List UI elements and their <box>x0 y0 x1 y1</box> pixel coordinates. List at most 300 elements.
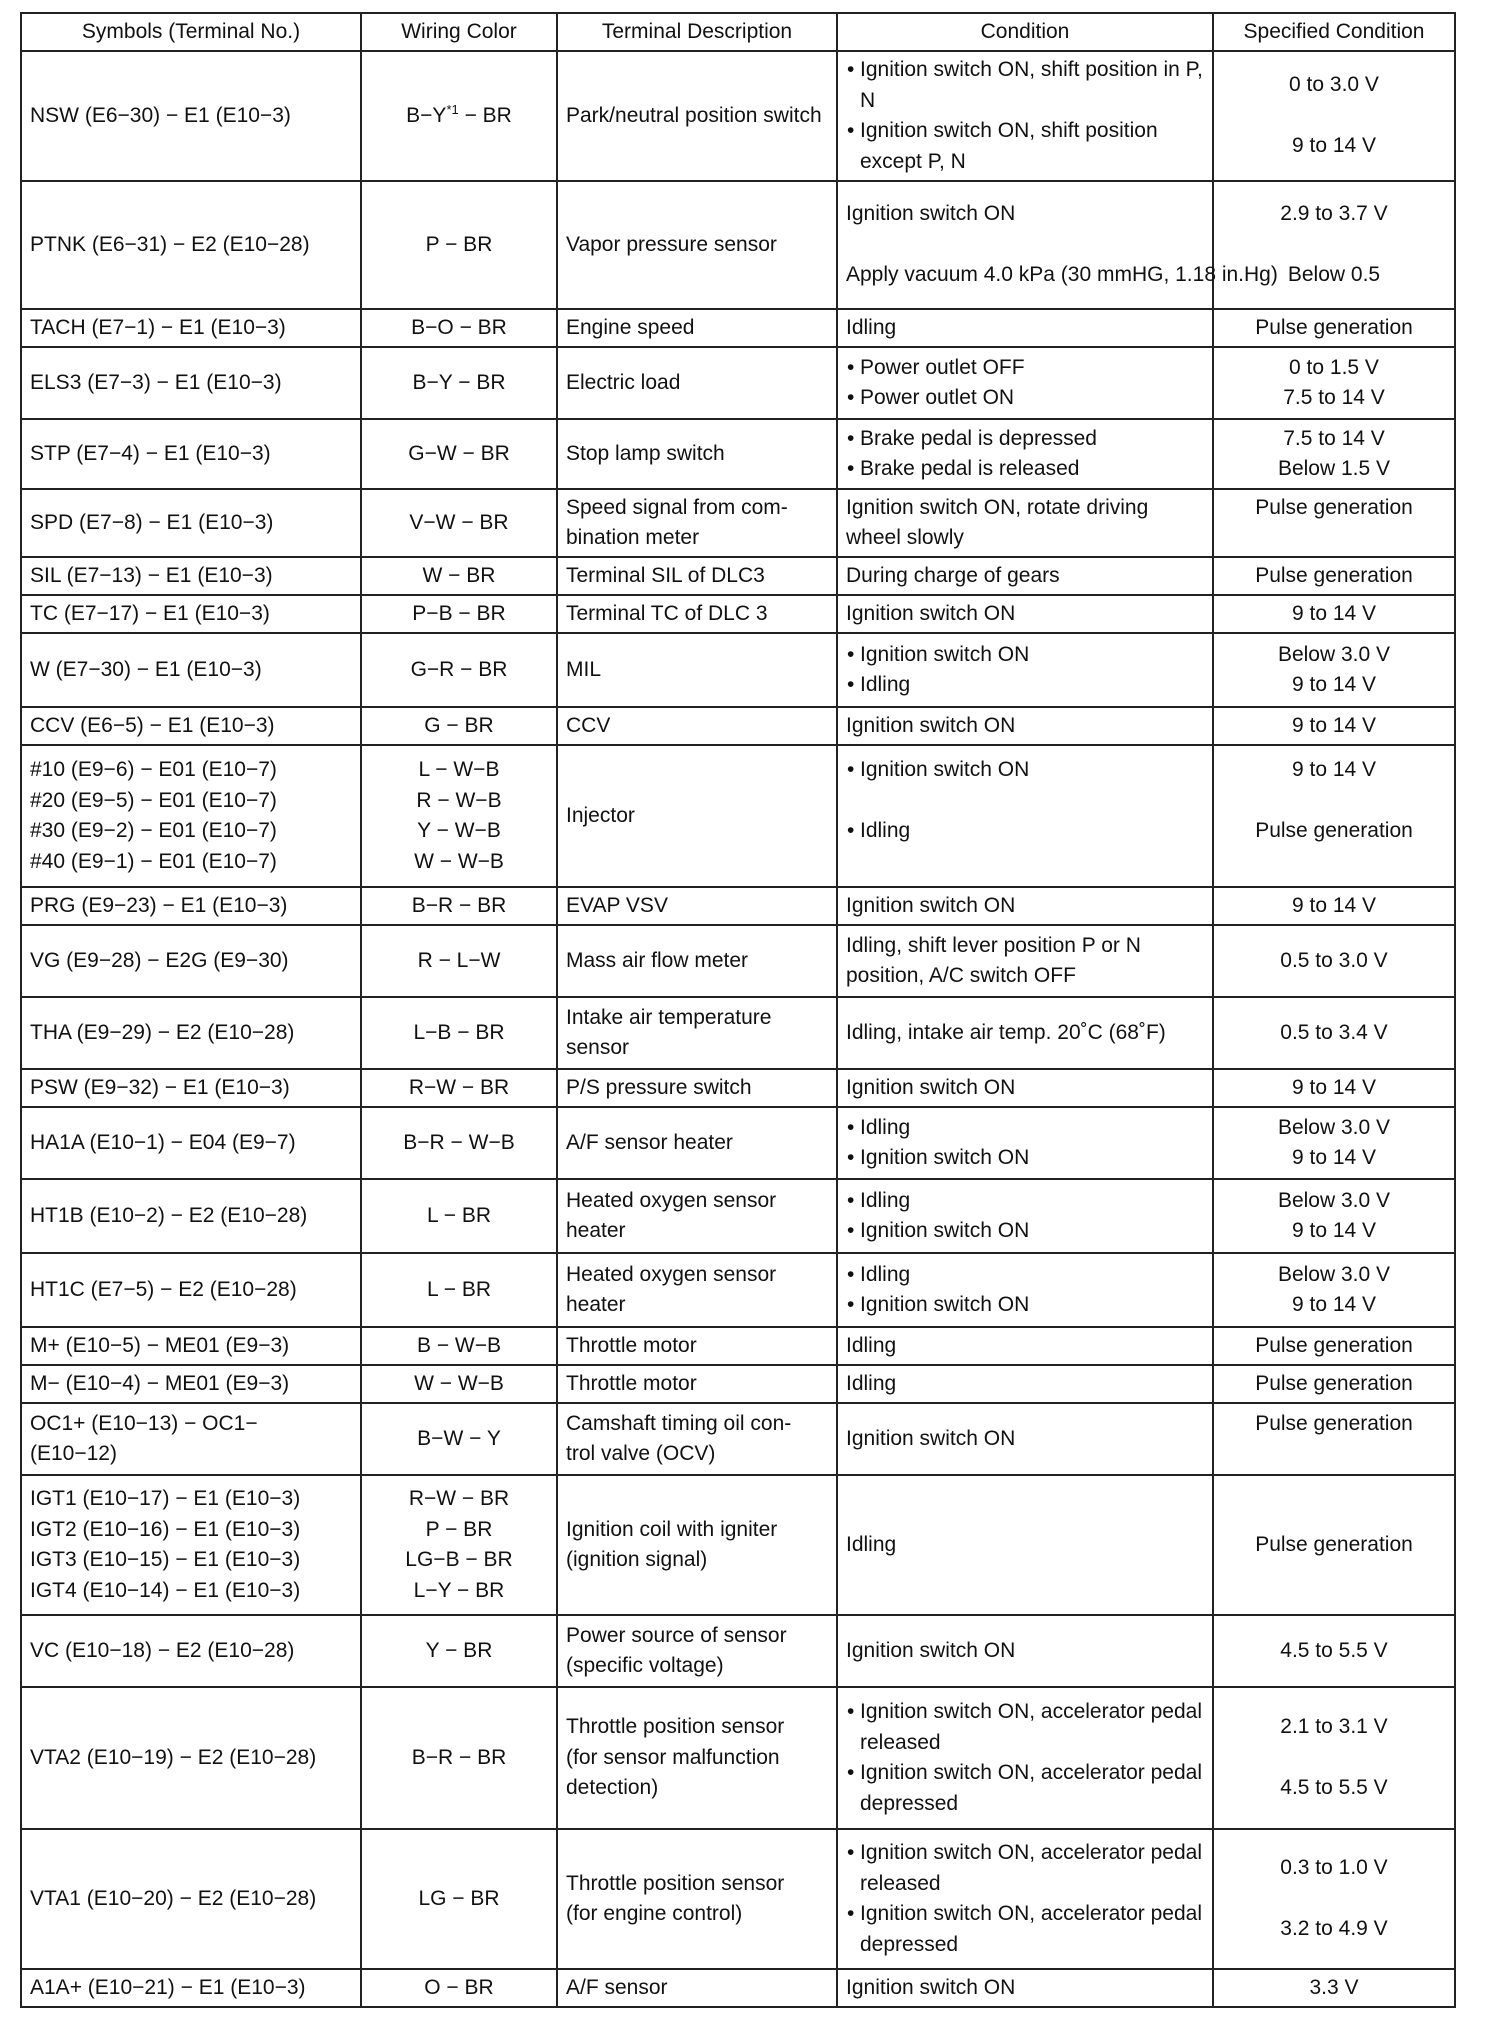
description-text: Ignition coil with igniter <box>566 1517 778 1541</box>
condition-bullet: • Power outlet ON <box>846 383 1204 414</box>
wiring-color-cell <box>361 887 557 925</box>
description-cell <box>557 1365 837 1403</box>
description-text: CCV <box>566 713 611 737</box>
description-cell <box>557 309 837 347</box>
description-text: (ignition signal) <box>566 1548 708 1571</box>
condition-bullet: • Ignition switch ON, shift position except P, N <box>846 116 1204 177</box>
spec-value-line: 9 to 14 V <box>1291 1219 1377 1242</box>
table-row <box>21 887 1455 925</box>
symbols-cell <box>21 633 361 707</box>
spec-value-line: 3.3 V <box>1309 1975 1359 1999</box>
spec-value-line: 4.5 to 5.5 V <box>1280 1638 1388 1662</box>
header-symbols: Symbols (Terminal No.) <box>21 13 361 51</box>
specified-condition-cell <box>1213 309 1455 347</box>
description-cell <box>557 419 837 489</box>
condition-bullet: • Power outlet OFF <box>846 353 1204 384</box>
symbol-text: #40 (E9−1) − E01 (E10−7) <box>30 849 277 873</box>
wiring-text: LG−B − BR <box>405 1548 513 1571</box>
condition-cell <box>837 1475 1213 1615</box>
condition-line: Ignition switch ON <box>846 893 1016 917</box>
wiring-color-cell <box>361 633 557 707</box>
wiring-text: B−W − Y <box>417 1426 501 1450</box>
spec-value-line: 9 to 14 V <box>1291 1293 1377 1316</box>
condition-line: Ignition switch ON <box>846 601 1016 625</box>
condition-bullet: • Ignition switch ON, accelerator pedal released <box>846 1838 1204 1899</box>
symbols-cell <box>21 1327 361 1365</box>
description-cell <box>557 1969 837 2007</box>
description-cell <box>557 1615 837 1687</box>
symbol-text: SPD (E7−8) − E1 (E10−3) <box>30 510 274 534</box>
symbols-cell <box>21 1475 361 1615</box>
condition-cell <box>837 557 1213 595</box>
description-text: Engine speed <box>566 315 695 339</box>
spacer <box>1222 1439 1446 1470</box>
table-row <box>21 51 1455 181</box>
spec-value-line: Below 1.5 V <box>1277 457 1391 480</box>
spacer <box>1222 101 1446 132</box>
wiring-text: R − W−B <box>416 788 502 812</box>
wiring-color-cell <box>361 419 557 489</box>
wiring-text: B−O − BR <box>411 315 507 339</box>
condition-bullet: • Idling <box>846 1260 1204 1291</box>
condition-cell <box>837 1069 1213 1107</box>
description-text: Throttle position sensor <box>566 1871 785 1895</box>
symbols-cell <box>21 1107 361 1179</box>
table-body <box>21 51 1455 2007</box>
table-row <box>21 997 1455 1069</box>
condition-bullet: • Ignition switch ON, accelerator pedal depressed <box>846 1899 1204 1960</box>
table-row <box>21 925 1455 997</box>
symbols-cell <box>21 745 361 887</box>
spacer <box>846 230 1204 261</box>
condition-line: Ignition switch ON <box>846 1426 1016 1450</box>
wiring-text: B−Y − BR <box>412 370 506 394</box>
description-cell <box>557 1179 837 1253</box>
wiring-color-cell <box>361 489 557 557</box>
table-row <box>21 419 1455 489</box>
symbol-text: HT1C (E7−5) − E2 (E10−28) <box>30 1277 297 1301</box>
specified-condition-cell <box>1213 347 1455 419</box>
wiring-color-cell <box>361 997 557 1069</box>
specified-condition-cell <box>1213 1069 1455 1107</box>
specified-condition-cell <box>1213 707 1455 745</box>
wiring-color-cell <box>361 707 557 745</box>
spec-value-line: 9 to 14 V <box>1291 134 1377 158</box>
condition-cell <box>837 1615 1213 1687</box>
condition-cell <box>837 347 1213 419</box>
condition-cell <box>837 707 1213 745</box>
symbols-cell <box>21 1179 361 1253</box>
description-text: heater <box>566 1219 626 1242</box>
description-cell <box>557 1327 837 1365</box>
symbol-text: IGT3 (E10−15) − E1 (E10−3) <box>30 1548 301 1571</box>
symbols-cell <box>21 887 361 925</box>
wiring-text: R − L−W <box>417 948 501 972</box>
description-text: Throttle position sensor <box>566 1715 785 1739</box>
condition-line: Apply vacuum 4.0 kPa (30 mmHG, 1.18 in.Hg) <box>846 263 1278 287</box>
symbol-text: HT1B (E10−2) − E2 (E10−28) <box>30 1203 308 1227</box>
wiring-text: P − BR <box>425 1517 493 1541</box>
description-text: Camshaft timing oil con- <box>566 1411 792 1435</box>
symbols-cell <box>21 347 361 419</box>
wiring-color-cell <box>361 1327 557 1365</box>
description-text: Stop lamp switch <box>566 441 725 465</box>
specified-condition-cell <box>1213 557 1455 595</box>
wiring-color-cell <box>361 1403 557 1475</box>
wiring-color-cell <box>361 51 557 181</box>
wiring-text: Y − BR <box>425 1638 493 1662</box>
symbols-cell <box>21 419 361 489</box>
condition-cell <box>837 181 1278 309</box>
spec-value-line: 0.5 to 3.0 V <box>1280 948 1388 972</box>
description-text: (for sensor malfunction <box>566 1745 780 1769</box>
description-text: Throttle motor <box>566 1371 697 1395</box>
description-cell <box>557 1107 837 1179</box>
spec-value-line: Pulse generation <box>1255 1371 1413 1395</box>
table-row <box>21 633 1455 707</box>
table-row <box>21 1365 1455 1403</box>
wiring-color-cell <box>361 595 557 633</box>
description-cell <box>557 925 837 997</box>
symbol-text: VTA2 (E10−19) − E2 (E10−28) <box>30 1745 317 1769</box>
wiring-text: L − BR <box>426 1203 491 1227</box>
wiring-text: W − BR <box>422 563 496 587</box>
spacer <box>846 847 1204 878</box>
symbol-text: NSW (E6−30) − E1 (E10−3) <box>30 103 291 127</box>
table-row <box>21 707 1455 745</box>
condition-bullet: • Idling <box>846 816 1204 847</box>
table-row <box>21 557 1455 595</box>
condition-cell <box>837 595 1213 633</box>
spec-value-line: Below 0.5 <box>1287 263 1381 287</box>
wiring-color-cell <box>361 1107 557 1179</box>
symbols-cell <box>21 489 361 557</box>
wiring-color-cell <box>361 1615 557 1687</box>
description-cell <box>557 707 837 745</box>
header-terminal-description: Terminal Description <box>557 13 837 51</box>
specified-condition-cell <box>1213 745 1455 887</box>
condition-line: Ignition switch ON <box>846 202 1016 226</box>
specified-condition-cell <box>1213 633 1455 707</box>
symbol-text: A1A+ (E10−21) − E1 (E10−3) <box>30 1975 306 1999</box>
wiring-text: R−W − BR <box>408 1487 510 1510</box>
condition-line: Idling <box>846 315 897 339</box>
specified-condition-cell <box>1213 1829 1455 1969</box>
wiring-text: R−W − BR <box>408 1075 510 1099</box>
description-text: Electric load <box>566 370 681 394</box>
description-text: Intake air temperature <box>566 1005 772 1029</box>
table-row <box>21 1327 1455 1365</box>
wiring-text: L − BR <box>426 1277 491 1301</box>
condition-cell <box>837 1327 1213 1365</box>
spacer <box>1222 847 1446 878</box>
symbols-cell <box>21 1829 361 1969</box>
wiring-text: $B-Y^{*1}$ − BR <box>406 101 512 127</box>
specified-condition-cell <box>1213 1179 1455 1253</box>
condition-bullet: • Ignition switch ON, accelerator pedal depressed <box>846 1758 1204 1819</box>
description-text: detection) <box>566 1776 659 1800</box>
symbol-text: VG (E9−28) − E2G (E9−30) <box>30 948 289 972</box>
specified-condition-cell <box>1213 1687 1455 1829</box>
spec-table-container <box>20 12 1454 2008</box>
wiring-color-cell <box>361 1069 557 1107</box>
description-text: Speed signal from com- <box>566 495 788 519</box>
description-text: Throttle motor <box>566 1333 697 1357</box>
condition-cell <box>837 633 1213 707</box>
table-row <box>21 1403 1455 1475</box>
description-cell <box>557 1253 837 1327</box>
wiring-color-cell <box>361 745 557 887</box>
wiring-color-cell <box>361 1969 557 2007</box>
terminal-spec-table <box>20 12 1456 2008</box>
spacer <box>1222 786 1446 817</box>
condition-line: Ignition switch ON <box>846 1638 1016 1662</box>
table-row <box>21 1179 1455 1253</box>
symbol-text: ELS3 (E7−3) − E1 (E10−3) <box>30 370 282 394</box>
description-text: heater <box>566 1293 626 1316</box>
spec-value-line: Pulse generation <box>1255 315 1413 339</box>
condition-cell <box>837 1179 1213 1253</box>
condition-line: Ignition switch ON <box>846 1075 1016 1099</box>
wiring-color-cell <box>361 1365 557 1403</box>
description-text: EVAP VSV <box>566 893 668 917</box>
table-row <box>21 1107 1455 1179</box>
wiring-text: P − BR <box>425 232 493 256</box>
spec-value-line: Pulse generation <box>1255 1411 1413 1435</box>
wiring-text: G−R − BR <box>410 657 508 681</box>
spec-value-line: Pulse generation <box>1255 495 1413 519</box>
symbol-text: #30 (E9−2) − E01 (E10−7) <box>30 819 277 842</box>
specified-condition-cell <box>1213 1969 1455 2007</box>
specified-condition-cell <box>1213 887 1455 925</box>
condition-line: Idling, intake air temp. 20˚C (68˚F) <box>846 1020 1166 1044</box>
wiring-text: B − W−B <box>416 1333 502 1357</box>
spec-value-line: Pulse generation <box>1255 563 1413 587</box>
condition-cell <box>837 997 1213 1069</box>
description-text: (specific voltage) <box>566 1654 724 1677</box>
symbol-text: SIL (E7−13) − E1 (E10−3) <box>30 563 273 587</box>
description-text: Heated oxygen sensor <box>566 1262 777 1286</box>
symbols-cell <box>21 1615 361 1687</box>
condition-line: position, A/C switch OFF <box>846 964 1076 987</box>
wiring-text: L−Y − BR <box>413 1578 505 1602</box>
table-row <box>21 181 1455 309</box>
condition-bullet: • Ignition switch ON <box>846 1290 1204 1321</box>
symbol-text: IGT2 (E10−16) − E1 (E10−3) <box>30 1517 301 1541</box>
description-cell <box>557 1829 837 1969</box>
specified-condition-cell <box>1213 419 1455 489</box>
spec-value-line: Below 3.0 V <box>1277 1188 1391 1212</box>
specified-condition-cell <box>1213 1327 1455 1365</box>
condition-line: Ignition switch ON, rotate driving <box>846 495 1149 519</box>
table-row <box>21 595 1455 633</box>
symbol-text: M+ (E10−5) − ME01 (E9−3) <box>30 1333 290 1357</box>
specified-condition-cell <box>1213 997 1455 1069</box>
symbol-text: THA (E9−29) − E2 (E10−28) <box>30 1020 295 1044</box>
description-text: Park/neutral position switch <box>566 103 822 127</box>
description-text: (for engine control) <box>566 1902 743 1925</box>
spec-value-line: Below 3.0 V <box>1277 1115 1391 1139</box>
specified-condition-cell <box>1213 1615 1455 1687</box>
condition-cell <box>837 309 1213 347</box>
spec-value-line: Below 3.0 V <box>1277 1262 1391 1286</box>
symbol-text: OC1+ (E10−13) − OC1− <box>30 1411 258 1435</box>
condition-line: Idling, shift lever position P or N <box>846 933 1141 957</box>
condition-bullet: • Idling <box>846 1186 1204 1217</box>
description-text: A/F sensor heater <box>566 1130 733 1154</box>
condition-line: Idling <box>846 1371 897 1395</box>
condition-cell <box>837 1403 1213 1475</box>
symbol-text: CCV (E6−5) − E1 (E10−3) <box>30 713 275 737</box>
table-row <box>21 1969 1455 2007</box>
description-text: A/F sensor <box>566 1975 668 1999</box>
symbols-cell <box>21 925 361 997</box>
spec-value-line: 0 to 3.0 V <box>1289 73 1379 97</box>
condition-cell <box>837 1687 1213 1829</box>
symbol-text: PTNK (E6−31) − E2 (E10−28) <box>30 232 310 256</box>
wiring-text: W − W−B <box>414 1371 504 1395</box>
description-text: MIL <box>566 657 602 681</box>
symbol-text: HA1A (E10−1) − E04 (E9−7) <box>30 1130 296 1154</box>
wiring-text: Y − W−B <box>417 819 501 842</box>
header-row <box>21 13 1455 51</box>
specified-condition-cell <box>1213 1475 1455 1615</box>
condition-line: Idling <box>846 1532 897 1556</box>
spacer <box>846 786 1204 817</box>
spec-value-line: 9 to 14 V <box>1291 673 1377 696</box>
spec-value-line: 3.2 to 4.9 V <box>1280 1917 1388 1941</box>
symbol-text: IGT4 (E10−14) − E1 (E10−3) <box>30 1578 301 1602</box>
symbol-text: (E10−12) <box>30 1442 117 1465</box>
description-cell <box>557 1687 837 1829</box>
description-cell <box>557 1475 837 1615</box>
specified-condition-cell <box>1213 1403 1455 1475</box>
condition-cell <box>837 1107 1213 1179</box>
condition-cell <box>837 51 1213 181</box>
spec-value-line: 0 to 1.5 V <box>1289 355 1379 379</box>
symbol-text: IGT1 (E10−17) − E1 (E10−3) <box>30 1487 301 1510</box>
spec-value-line: 9 to 14 V <box>1291 1075 1377 1099</box>
symbols-cell <box>21 1365 361 1403</box>
specified-condition-cell <box>1213 181 1455 309</box>
symbols-cell <box>21 997 361 1069</box>
spacer <box>1222 1884 1446 1915</box>
symbol-text: PRG (E9−23) − E1 (E10−3) <box>30 893 288 917</box>
wiring-color-cell <box>361 309 557 347</box>
symbol-text: STP (E7−4) − E1 (E10−3) <box>30 441 271 465</box>
description-text: Injector <box>566 803 635 827</box>
table-row <box>21 1687 1455 1829</box>
description-text: Terminal TC of DLC 3 <box>566 601 768 625</box>
description-text: Mass air flow meter <box>566 948 749 972</box>
spec-value-line: Pulse generation <box>1255 1333 1413 1357</box>
wiring-text: B−R − BR <box>411 893 507 917</box>
symbols-cell <box>21 51 361 181</box>
condition-bullet: • Ignition switch ON <box>846 1143 1204 1174</box>
condition-cell <box>837 1969 1213 2007</box>
wiring-color-cell <box>361 1687 557 1829</box>
wiring-text: L−B − BR <box>413 1020 505 1044</box>
condition-cell <box>837 1829 1213 1969</box>
spec-value-line: 0.3 to 1.0 V <box>1280 1856 1388 1880</box>
wiring-color-cell <box>361 1829 557 1969</box>
spec-value-line: 9 to 14 V <box>1291 893 1377 917</box>
header-condition: Condition <box>837 13 1213 51</box>
condition-bullet: • Brake pedal is released <box>846 454 1204 485</box>
description-cell <box>557 997 837 1069</box>
wiring-text: W − W−B <box>414 849 504 873</box>
condition-bullet: • Brake pedal is depressed <box>846 424 1204 455</box>
wiring-text: O − BR <box>424 1975 494 1999</box>
description-cell <box>557 489 837 557</box>
symbol-text: #20 (E9−5) − E01 (E10−7) <box>30 788 277 812</box>
condition-line: Idling <box>846 1333 897 1357</box>
wiring-text: P−B − BR <box>412 601 506 625</box>
header-specified-condition: Specified Condition <box>1213 13 1455 51</box>
condition-cell <box>837 419 1213 489</box>
table-row <box>21 347 1455 419</box>
symbol-text: VC (E10−18) − E2 (E10−28) <box>30 1638 295 1662</box>
wiring-text: G − BR <box>424 713 494 737</box>
specified-condition-cell <box>1213 1253 1455 1327</box>
spacer <box>1222 523 1446 554</box>
description-text: sensor <box>566 1036 630 1059</box>
description-text: bination meter <box>566 526 700 549</box>
specified-condition-cell <box>1213 1107 1455 1179</box>
wiring-color-cell <box>361 1475 557 1615</box>
wiring-text: L − W−B <box>418 758 500 781</box>
specified-condition-cell <box>1213 1365 1455 1403</box>
symbols-cell <box>21 707 361 745</box>
description-cell <box>557 181 837 309</box>
table-row <box>21 1829 1455 1969</box>
wiring-color-cell <box>361 557 557 595</box>
condition-line: Ignition switch ON <box>846 1975 1016 1999</box>
wiring-color-cell <box>361 1179 557 1253</box>
specified-condition-cell <box>1213 51 1455 181</box>
description-text: Power source of sensor <box>566 1623 787 1647</box>
condition-bullet: • Ignition switch ON <box>846 1216 1204 1247</box>
spacer <box>1222 1743 1446 1774</box>
symbols-cell <box>21 557 361 595</box>
symbol-text: TACH (E7−1) − E1 (E10−3) <box>30 315 286 339</box>
table-row <box>21 1253 1455 1327</box>
spec-value-line: 9 to 14 V <box>1291 758 1377 781</box>
description-cell <box>557 745 837 887</box>
spec-value-line: 0.5 to 3.4 V <box>1280 1020 1388 1044</box>
condition-cell <box>837 745 1213 887</box>
symbols-cell <box>21 1253 361 1327</box>
wiring-color-cell <box>361 1253 557 1327</box>
condition-cell <box>837 887 1213 925</box>
description-text: Heated oxygen sensor <box>566 1188 777 1212</box>
condition-line: wheel slowly <box>846 526 964 549</box>
condition-cell <box>837 489 1213 557</box>
description-text: Terminal SIL of DLC3 <box>566 563 765 587</box>
spec-value-line: Pulse generation <box>1255 1532 1413 1556</box>
wiring-color-cell <box>361 181 557 309</box>
symbols-cell <box>21 595 361 633</box>
condition-bullet: • Idling <box>846 1113 1204 1144</box>
condition-bullet: • Ignition switch ON, accelerator pedal released <box>846 1697 1204 1758</box>
symbols-cell <box>21 1069 361 1107</box>
condition-cell <box>837 925 1213 997</box>
description-cell <box>557 595 837 633</box>
spacer <box>1222 230 1446 261</box>
wiring-text: V−W − BR <box>409 510 509 534</box>
symbols-cell <box>21 1687 361 1829</box>
table-row <box>21 489 1455 557</box>
